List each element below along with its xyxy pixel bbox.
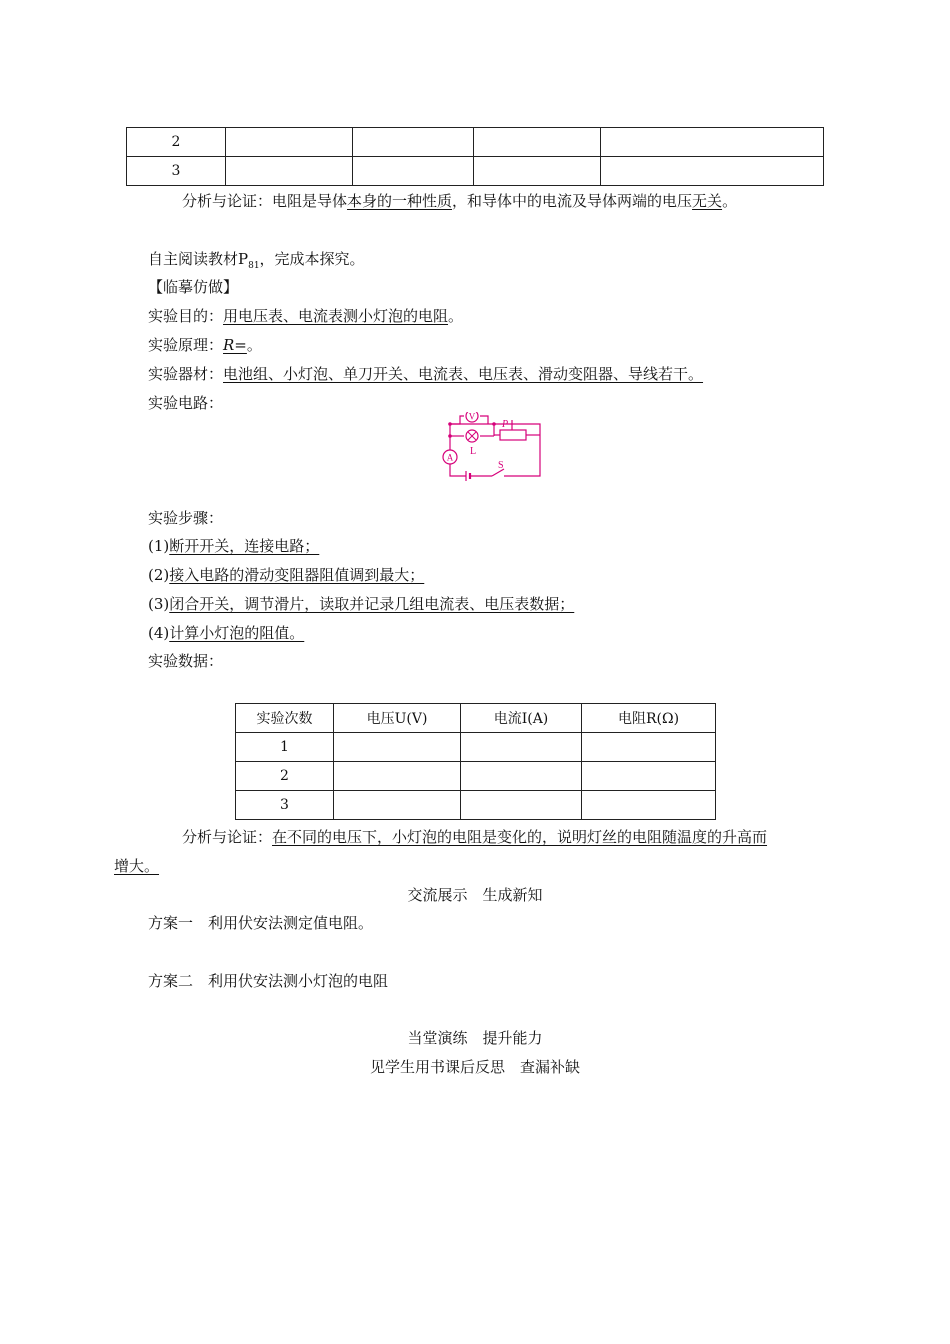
table-cell: 2 xyxy=(236,762,334,791)
table-cell: 2 xyxy=(127,128,226,157)
answer-blank: 闭合开关，调节滑片，读取并记录几组电流表、电压表数据； xyxy=(169,595,575,613)
answer-blank: 电池组、小灯泡、单刀开关、电流表、电压表、滑动变阻器、导线若干。 xyxy=(223,365,704,383)
table-cell xyxy=(474,157,601,186)
table-cell xyxy=(601,157,824,186)
data-table xyxy=(235,703,716,820)
plan-two: 方案二 利用伏安法测小灯泡的电阻 xyxy=(148,972,389,990)
table-cell: 1 xyxy=(236,733,334,762)
section-heading: 交流展示 生成新知 xyxy=(407,886,543,904)
plan-one: 方案一 利用伏安法测定值电阻。 xyxy=(148,914,374,932)
step-item xyxy=(148,536,319,556)
purpose-label: 实验目的： xyxy=(148,307,224,325)
reading-instruction xyxy=(148,249,365,276)
page-subscript: 81 xyxy=(248,261,260,271)
table-row xyxy=(127,128,824,157)
column-header: 电阻R(Ω) xyxy=(582,704,716,733)
table-cell xyxy=(461,762,582,791)
answer-blank: 在不同的电压下，小灯泡的电阻是变化的，说明灯丝的电阻随温度的升高而 xyxy=(272,828,768,846)
table-cell xyxy=(334,762,461,791)
step-number: (2) xyxy=(148,566,170,584)
equipment-label: 实验器材： xyxy=(148,365,224,383)
rheostat-label: P xyxy=(502,419,509,430)
experiment-equipment xyxy=(148,364,703,384)
section-label: 【临摹仿做】 xyxy=(148,278,239,296)
analysis-text: ，和导体中的电流及导体两端的电压 xyxy=(452,192,693,210)
table-cell xyxy=(461,733,582,762)
reading-text: 自主阅读教材P xyxy=(148,250,249,268)
section-heading: 当堂演练 提升能力 xyxy=(407,1029,543,1047)
column-header: 实验次数 xyxy=(236,704,334,733)
table-row xyxy=(236,791,716,820)
step-item xyxy=(148,594,574,614)
lamp-label: L xyxy=(470,446,477,457)
analysis-prefix: 分析与论证： xyxy=(182,828,273,846)
circuit-diagram xyxy=(440,412,546,482)
purpose-end: 。 xyxy=(448,307,464,325)
section-heading: 见学生用书课后反思 查漏补缺 xyxy=(369,1058,580,1076)
data-label: 实验数据： xyxy=(148,652,224,670)
analysis-line-1 xyxy=(182,191,737,211)
column-header: 电流I(A) xyxy=(461,704,582,733)
table-cell xyxy=(334,791,461,820)
table-row xyxy=(236,733,716,762)
table-cell xyxy=(353,157,474,186)
answer-blank: 接入电路的滑动变阻器阻值调到最大； xyxy=(169,566,425,584)
principle-end: 。 xyxy=(246,336,262,354)
answer-blank: 计算小灯泡的阻值。 xyxy=(169,624,305,642)
step-number: (1) xyxy=(148,537,170,555)
analysis-prefix: 分析与论证：电阻是导体 xyxy=(182,192,348,210)
answer-blank: 增大。 xyxy=(114,857,160,875)
answer-blank: R= xyxy=(223,336,247,354)
table-cell xyxy=(582,791,716,820)
table-header-row xyxy=(236,704,716,733)
step-number: (3) xyxy=(148,595,170,613)
answer-blank: 断开开关，连接电路； xyxy=(169,537,320,555)
step-item xyxy=(148,623,304,643)
steps-label: 实验步骤： xyxy=(148,509,224,527)
table-cell xyxy=(461,791,582,820)
table-cell xyxy=(601,128,824,157)
experiment-purpose xyxy=(148,306,463,326)
analysis-line-2 xyxy=(182,827,767,847)
voltmeter-symbol: V xyxy=(468,412,476,422)
switch-label: S xyxy=(498,460,504,471)
analysis-end: 。 xyxy=(722,192,738,210)
table-cell: 3 xyxy=(127,157,226,186)
ammeter-symbol: A xyxy=(446,452,454,463)
table-cell xyxy=(582,762,716,791)
table-row xyxy=(236,762,716,791)
answer-blank: 用电压表、电流表测小灯泡的电阻 xyxy=(223,307,449,325)
reading-after: ，完成本探究。 xyxy=(259,250,365,268)
table-row xyxy=(127,157,824,186)
table-cell: 3 xyxy=(236,791,334,820)
step-item xyxy=(148,565,424,585)
table-cell xyxy=(353,128,474,157)
table-cell xyxy=(582,733,716,762)
table-cell xyxy=(334,733,461,762)
principle-label: 实验原理： xyxy=(148,336,224,354)
top-table xyxy=(126,127,824,186)
column-header: 电压U(V) xyxy=(334,704,461,733)
experiment-principle xyxy=(148,335,262,355)
table-cell xyxy=(226,128,353,157)
table-cell xyxy=(474,128,601,157)
circuit-label: 实验电路： xyxy=(148,394,224,412)
step-number: (4) xyxy=(148,624,170,642)
answer-blank: 无关 xyxy=(692,192,723,210)
table-cell xyxy=(226,157,353,186)
analysis-line-2-cont xyxy=(114,856,159,876)
answer-blank: 本身的一种性质 xyxy=(347,192,453,210)
